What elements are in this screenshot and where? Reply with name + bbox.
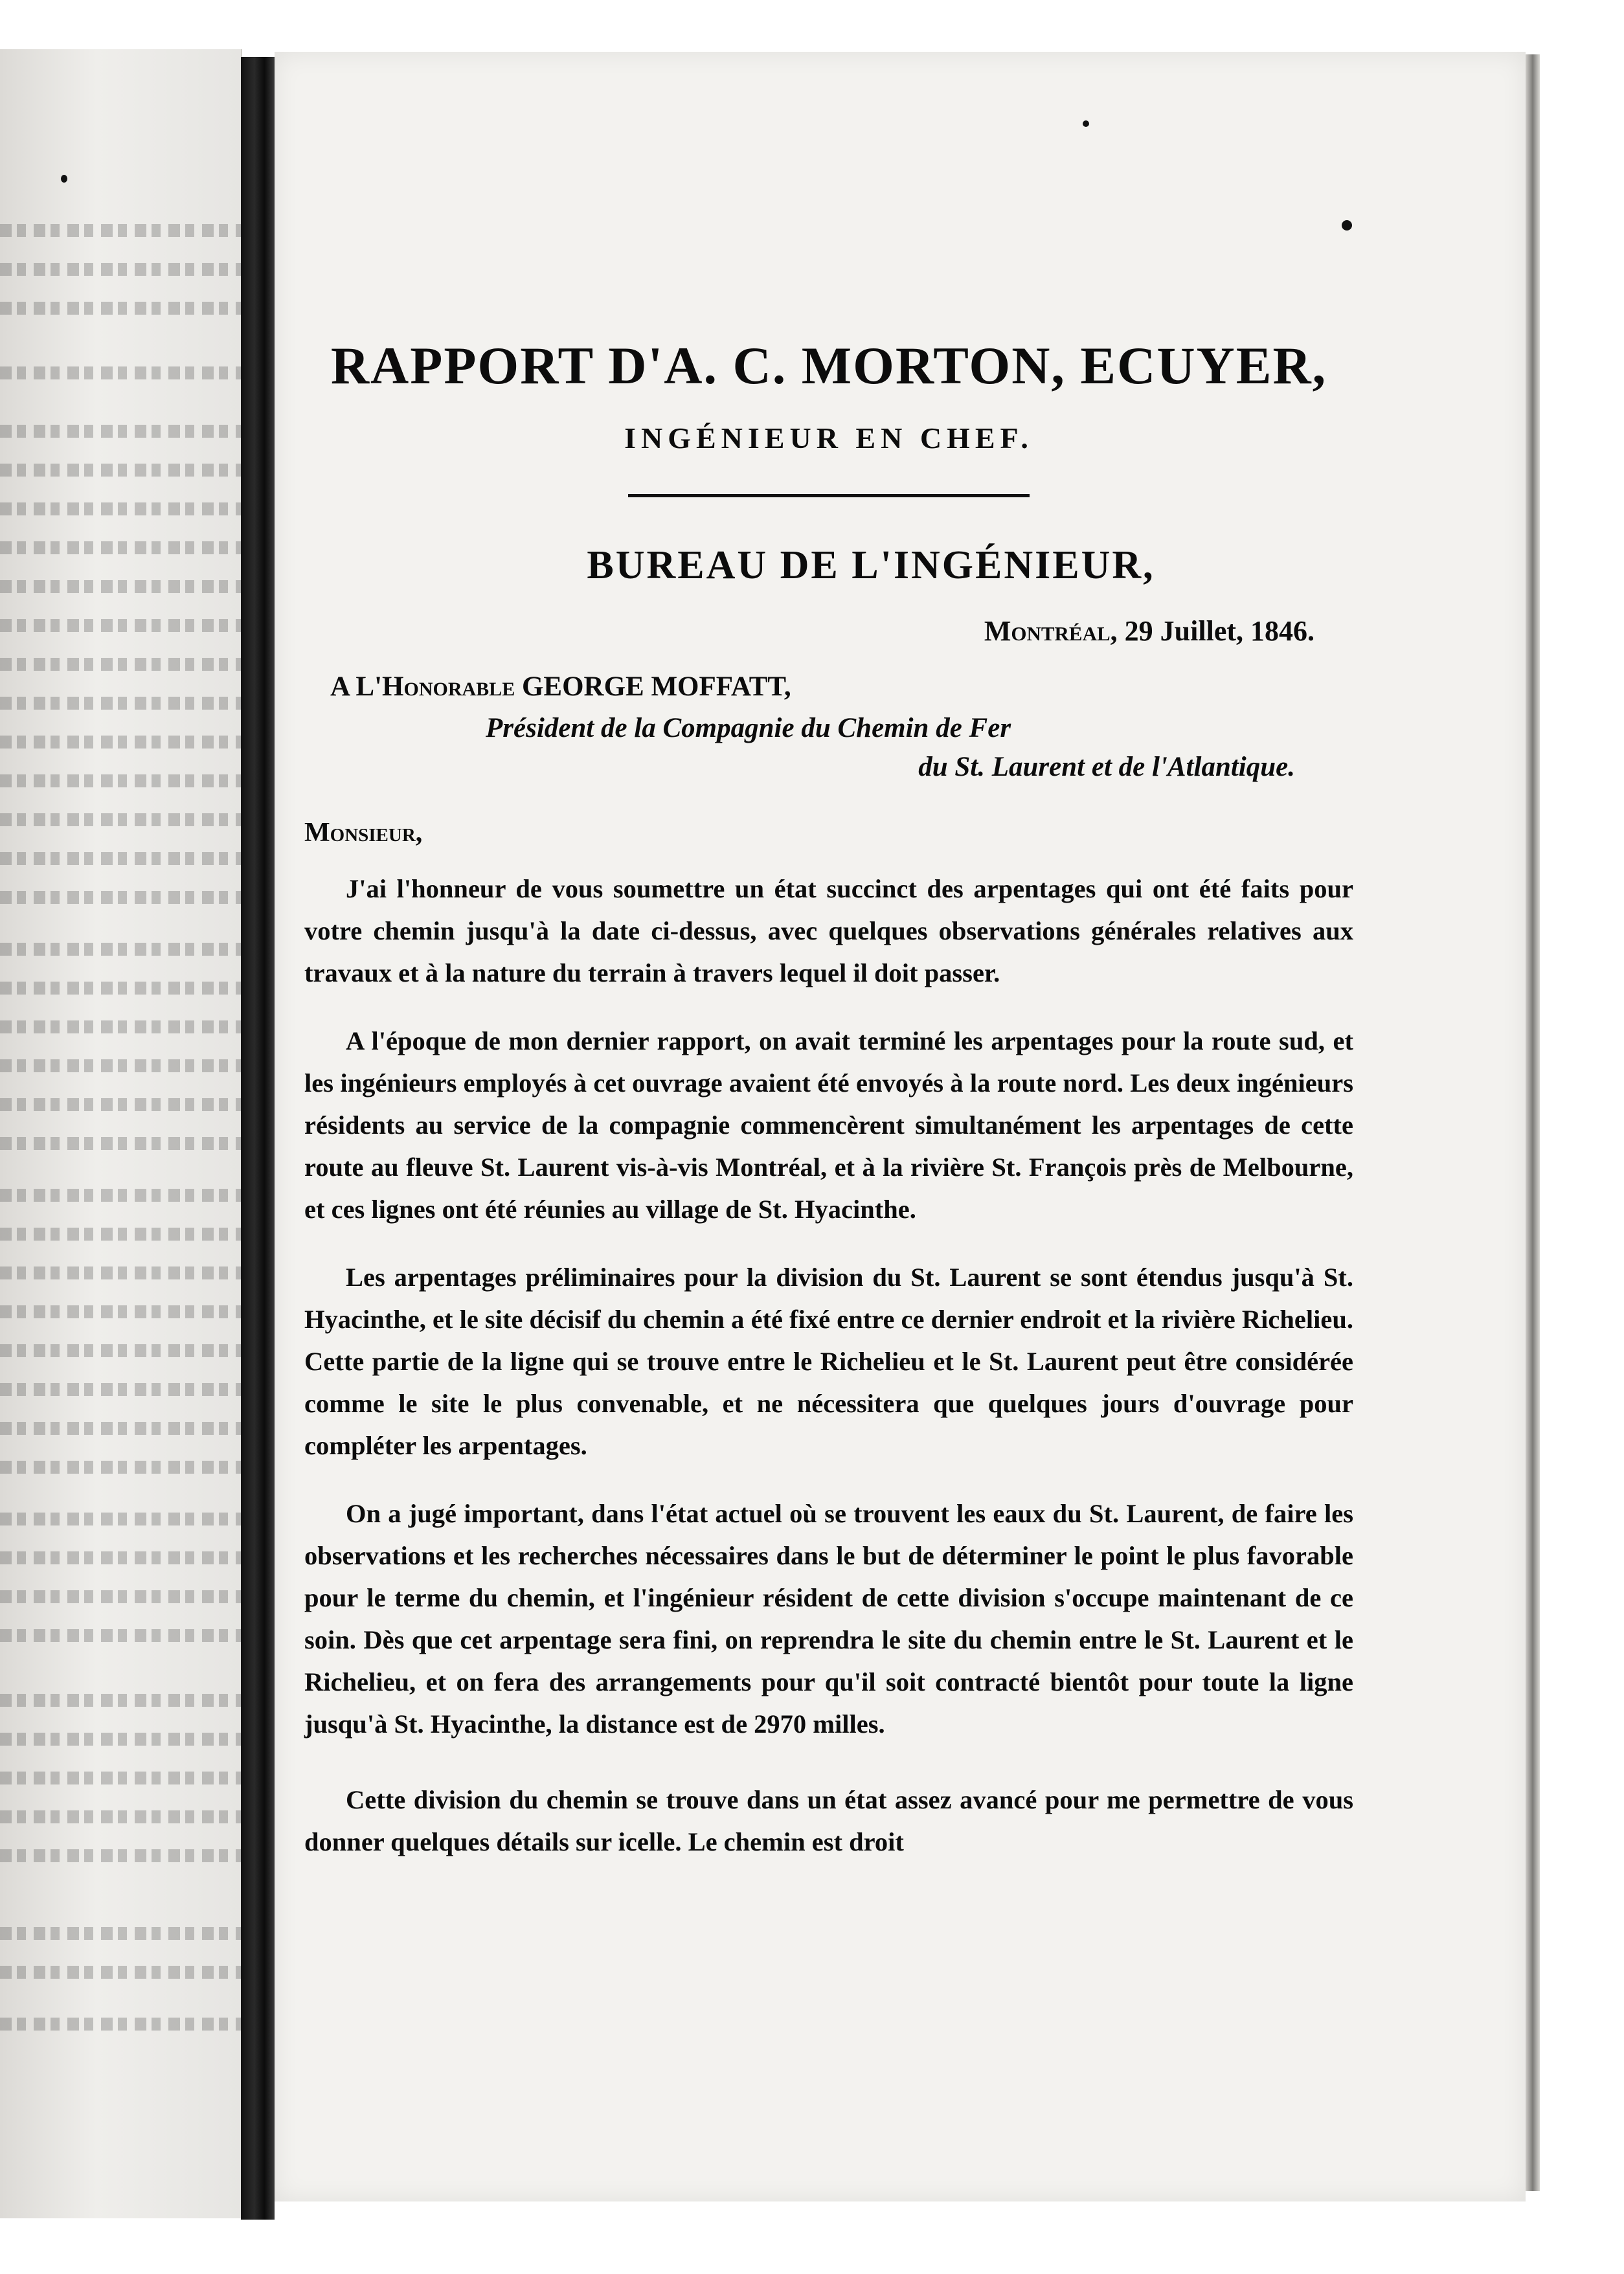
verso-text-line <box>0 1461 241 1474</box>
verso-page <box>0 49 242 2218</box>
verso-text-line <box>0 1305 241 1318</box>
verso-text-line <box>0 1266 241 1279</box>
ink-speck <box>61 175 67 183</box>
addressee-role-line1: Président de la Compagnie du Chemin de Fer <box>486 713 1011 744</box>
addressee-name: GEORGE MOFFATT, <box>521 671 791 703</box>
verso-text-line <box>0 1629 241 1642</box>
verso-text-line <box>0 2018 241 2031</box>
verso-text-line <box>0 464 241 477</box>
verso-text-line <box>0 943 241 956</box>
verso-text-line <box>0 852 241 865</box>
verso-text-line <box>0 580 241 593</box>
verso-text-line <box>0 425 241 438</box>
paragraph: A l'époque de mon dernier rapport, on avait terminé les arpentages pour la route sud, et les ingénieurs employés à cet ouvrage avaient été envoyés à la route nord. Les deux ingénieurs résidents au service de la compagnie commencèrent simultanément les arpentages de cette route au fleuve St. Laurent vis-à-vis Montréal, et à la rivière St. François près de Melbourne, et ces lignes ont été réunies au village de St. Hyacinthe. <box>304 1026 1353 1224</box>
verso-text-line <box>0 1059 241 1072</box>
verso-text-line <box>0 224 241 237</box>
verso-text-line <box>0 697 241 710</box>
document-body <box>304 272 1353 1863</box>
verso-text-line <box>0 1098 241 1111</box>
verso-text-line <box>0 891 241 904</box>
addressee-prefix: A L'Honorable <box>330 671 515 703</box>
verso-text-line <box>0 1383 241 1396</box>
verso-text-line <box>0 1228 241 1241</box>
verso-text-line <box>0 774 241 787</box>
verso-text-line <box>0 1189 241 1202</box>
ink-speck <box>1342 220 1352 231</box>
title-rule <box>628 494 1030 497</box>
verso-text-line <box>0 1772 241 1784</box>
paragraph: J'ai l'honneur de vous soumettre un état succinct des arpentages qui ont été faits pour votre chemin jusqu'à la date ci-dessus, avec quelques observations générales relatives aux travaux et à la nature du terrain à travers lequel il doit passer. <box>304 873 1353 987</box>
book-spine <box>241 57 275 2220</box>
verso-text-line <box>0 366 241 379</box>
verso-text-line <box>0 1020 241 1033</box>
report-subtitle: INGÉNIEUR EN CHEF. <box>624 422 1033 455</box>
verso-text-line <box>0 1966 241 1979</box>
verso-text-line <box>0 1551 241 1564</box>
paragraph: Cette division du chemin se trouve dans un état assez avancé pour me permettre de vous donner quelques détails sur icelle. Le chemin est droit <box>304 1784 1353 1856</box>
verso-text-line <box>0 619 241 632</box>
verso-text-line <box>0 1344 241 1357</box>
paragraph: On a jugé important, dans l'état actuel où se trouvent les eaux du St. Laurent, de faire les observations et les recherches nécessaires dans le but de déterminer le point le plus favorable pour le terme du chemin, et l'ingénieur résident de cette division s'occupe maintenant de ce soin. Dès que cet arpentage sera fini, on reprendra le site du chemin entre le St. Laurent et le Richelieu, et on fera des arrangements pour qu'il soit contracté bientôt pour toute la ligne jusqu'à St. Hyacinthe, la distance est de 2970 milles. <box>304 1498 1353 1739</box>
verso-text-line <box>0 736 241 749</box>
verso-text-line <box>0 982 241 995</box>
addressee-role-line2: du St. Laurent et de l'Atlantique. <box>918 752 1295 783</box>
verso-text-line <box>0 1694 241 1707</box>
verso-text-line <box>0 502 241 515</box>
verso-text-line <box>0 1422 241 1435</box>
paragraph: Les arpentages préliminaires pour la division du St. Laurent se sont étendus jusqu'à St. Hyacinthe, et le site décisif du chemin a été fixé entre ce dernier endroit et la rivière Richelieu. Cette partie de la ligne qui se trouve entre le Richelieu et le St. Laurent peut être considérée comme le site le plus convenable, et ne nécessitera que quelques jours d'ouvrage pour compléter les arpentages. <box>304 1262 1353 1460</box>
verso-text-line <box>0 1513 241 1525</box>
verso-text-line <box>0 1849 241 1862</box>
page-edge <box>1526 54 1540 2191</box>
verso-text-line <box>0 1590 241 1603</box>
dateline-place: Montréal, <box>984 615 1118 647</box>
verso-text-line <box>0 1733 241 1746</box>
verso-text-line <box>0 658 241 671</box>
verso-text-line <box>0 1137 241 1150</box>
verso-text-line <box>0 1927 241 1940</box>
verso-text-line <box>0 302 241 315</box>
salutation: Monsieur, <box>304 817 423 848</box>
verso-text-line <box>0 813 241 826</box>
office-heading: BUREAU DE L'INGÉNIEUR, <box>587 543 1155 588</box>
report-title: RAPPORT D'A. C. MORTON, ECUYER, <box>330 336 1327 395</box>
verso-text-line <box>0 263 241 276</box>
dateline-date: 29 Juillet, 1846. <box>1124 615 1314 647</box>
verso-text-line <box>0 541 241 554</box>
verso-text-line <box>0 1810 241 1823</box>
ink-speck <box>1083 120 1089 127</box>
addressee <box>304 671 1353 703</box>
dateline <box>304 614 1353 647</box>
